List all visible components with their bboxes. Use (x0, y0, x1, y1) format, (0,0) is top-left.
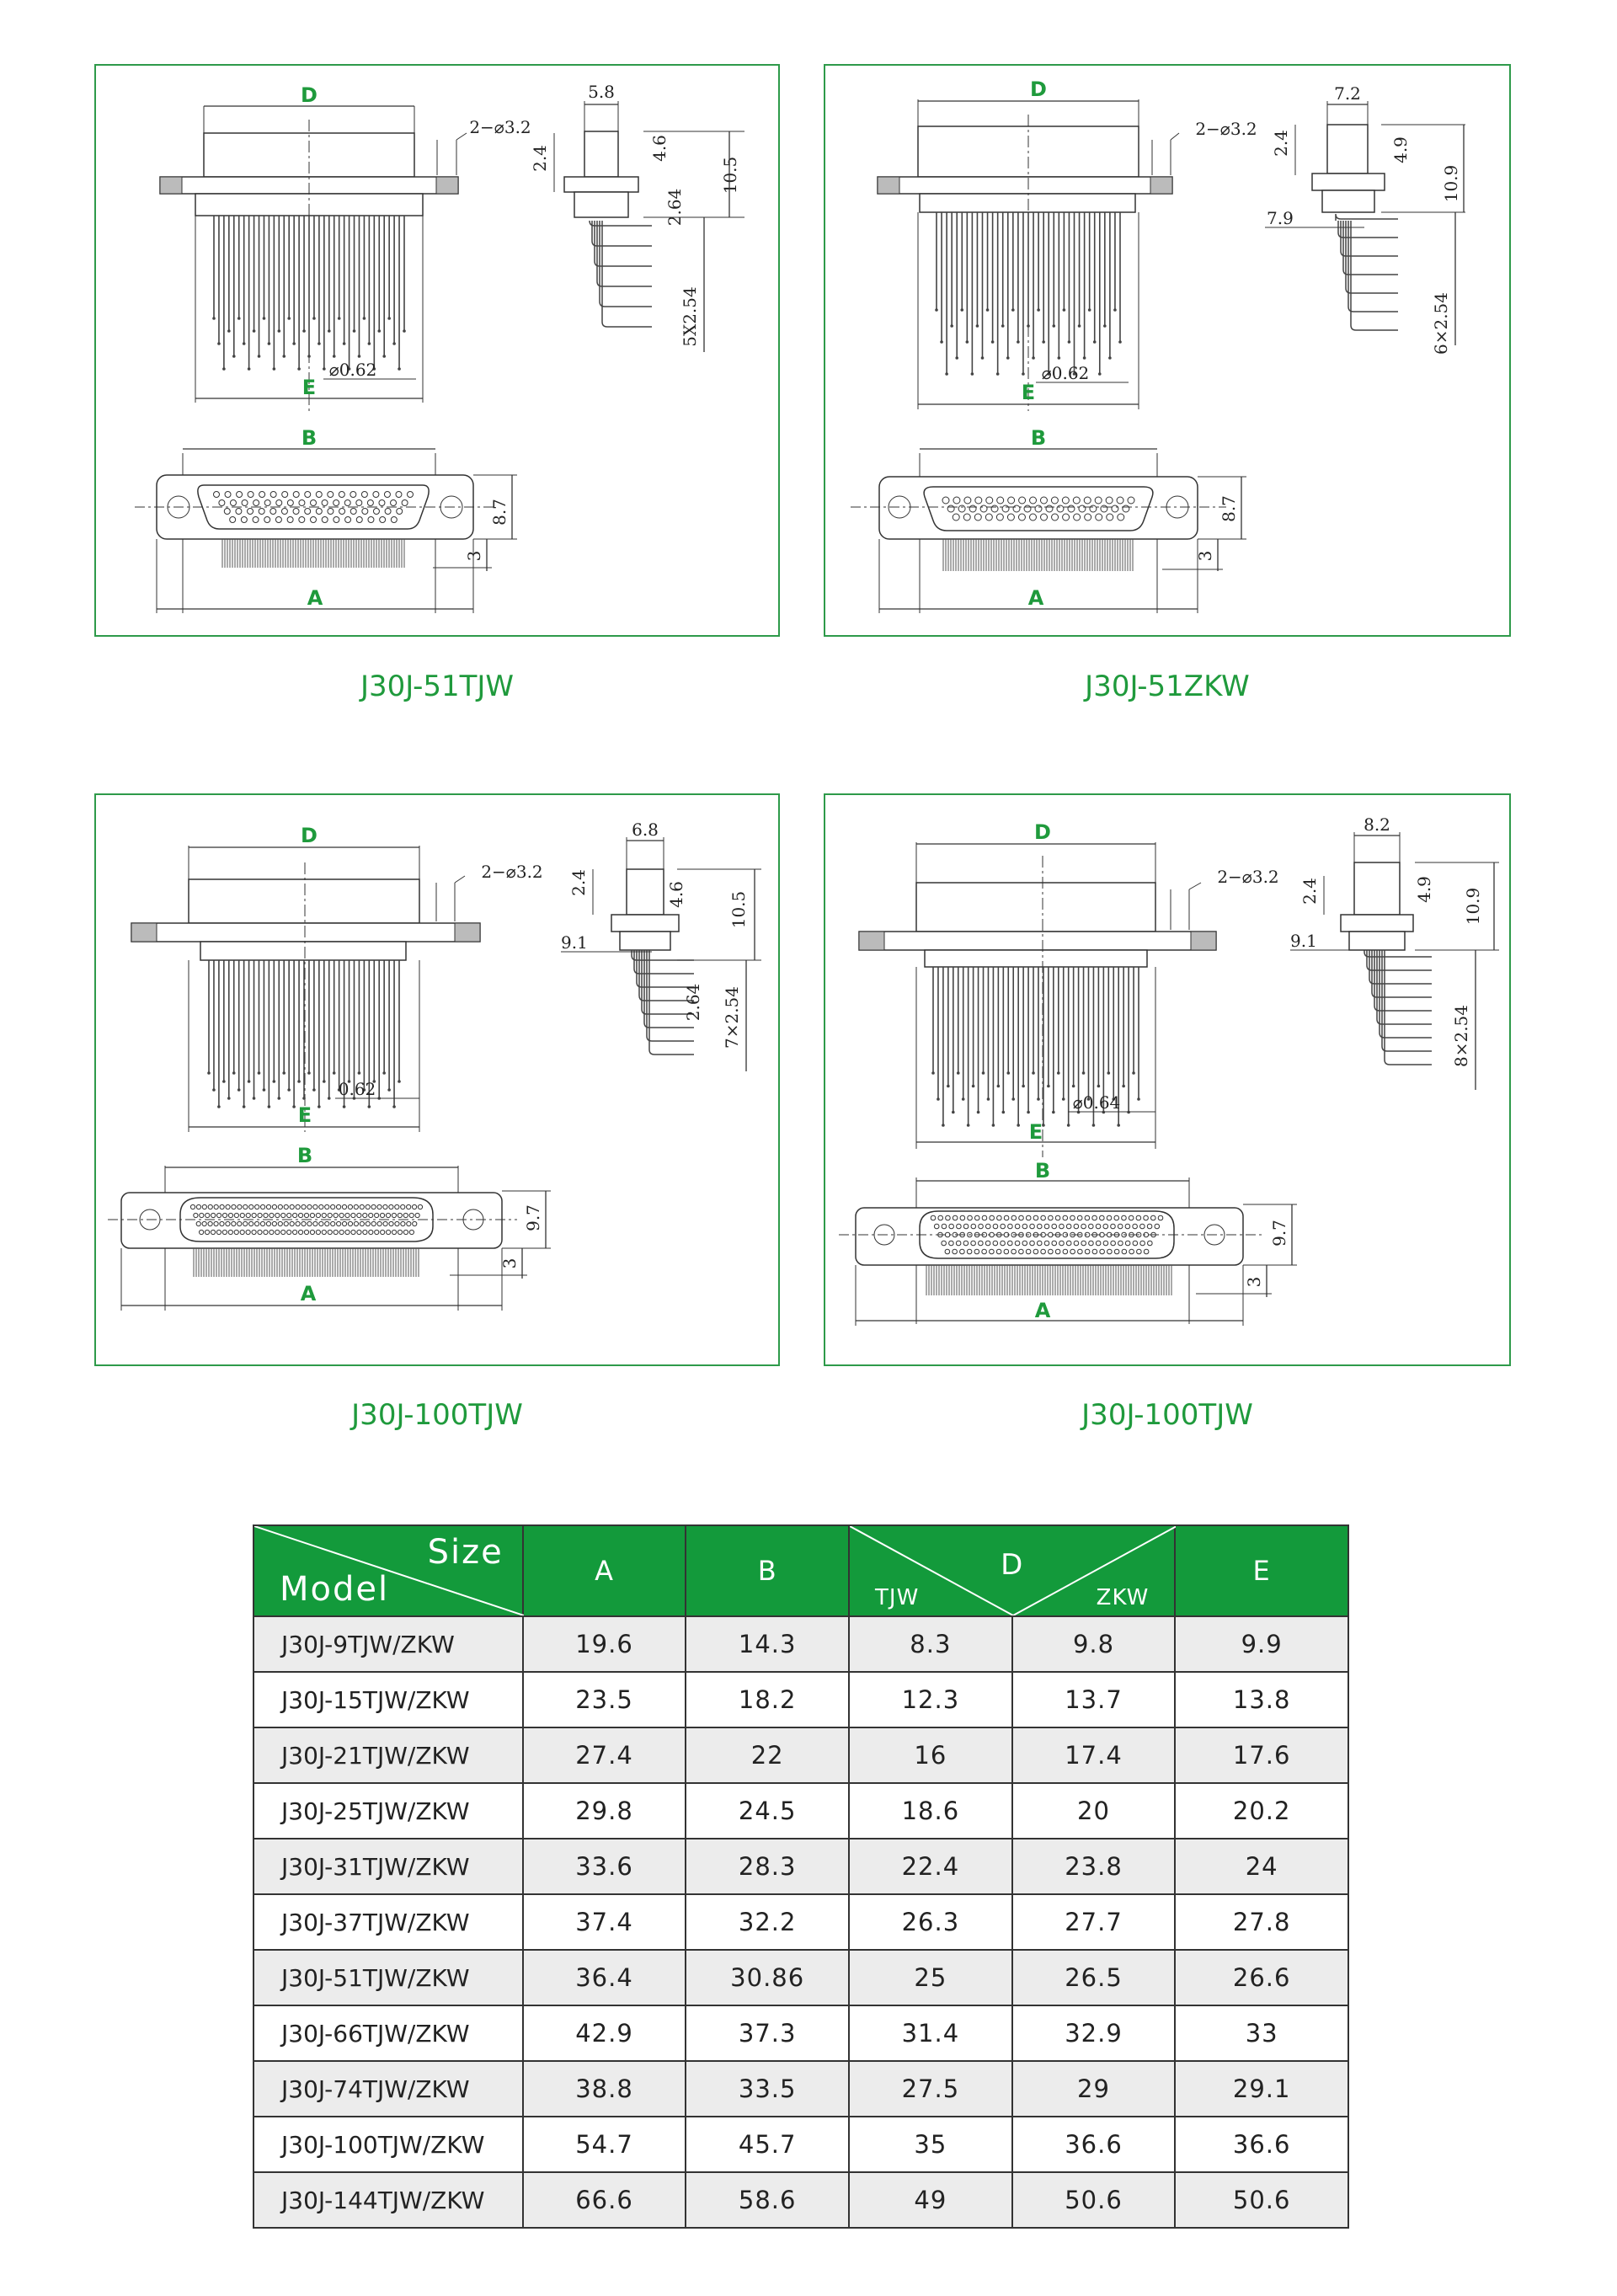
dim-base: 3 (464, 550, 484, 562)
value-cell: 26.5 (1012, 1950, 1176, 2005)
dim-height: 9.7 (1269, 1220, 1289, 1247)
value-cell: 33.5 (686, 2061, 849, 2117)
dim-top1: 2.4 (568, 869, 589, 896)
header-e: E (1175, 1525, 1348, 1616)
dim-mid: 2.64 (664, 188, 685, 227)
label-a: A (307, 586, 323, 610)
value-cell: 18.6 (849, 1783, 1012, 1839)
dim-pin: ⌀0.64 (1072, 1092, 1121, 1113)
header-d (849, 1525, 1175, 1616)
caption-panel-1: J30J-51TJW (360, 670, 515, 703)
value-cell: 17.6 (1175, 1727, 1348, 1783)
value-cell: 33 (1175, 2005, 1348, 2061)
dim-top2: 4.9 (1414, 876, 1434, 903)
dim-pitch: 8×2.54 (1451, 1004, 1471, 1068)
pins-side-profile (1336, 214, 1398, 330)
label-e: E (302, 376, 317, 399)
table-row (253, 1894, 1348, 1950)
value-cell: 50.6 (1175, 2172, 1348, 2228)
value-cell: 35 (849, 2117, 1012, 2172)
value-cell: 36.6 (1012, 2117, 1176, 2172)
dim-total: 10.9 (1441, 164, 1461, 203)
dim-pitch: 6×2.54 (1431, 291, 1451, 355)
value-cell: 54.7 (523, 2117, 686, 2172)
drawing-panel-3 (94, 793, 780, 1366)
value-cell: 13.7 (1012, 1672, 1176, 1727)
header-b: B (686, 1525, 849, 1616)
dim-total: 10.5 (720, 156, 740, 195)
value-cell: 45.7 (686, 2117, 849, 2172)
model-cell: J30J-21TJW/ZKW (253, 1727, 523, 1783)
pins-side-view (212, 216, 406, 371)
value-cell: 24.5 (686, 1783, 849, 1839)
value-cell: 23.8 (1012, 1839, 1176, 1894)
dim-top2: 4.6 (666, 881, 686, 908)
drawing-panel-2 (824, 64, 1511, 637)
model-cell: J30J-74TJW/ZKW (253, 2061, 523, 2117)
value-cell: 26.3 (849, 1894, 1012, 1950)
dim-height: 9.7 (523, 1204, 543, 1231)
dim-top2: 4.6 (649, 135, 670, 162)
label-b: B (1030, 426, 1047, 450)
value-cell: 18.2 (686, 1672, 849, 1727)
table-row (253, 1616, 1348, 1672)
table-header-row (253, 1525, 1348, 1616)
label-b: B (1034, 1159, 1051, 1183)
dim-height: 8.7 (489, 499, 510, 526)
value-cell: 37.3 (686, 2005, 849, 2061)
value-cell: 36.6 (1175, 2117, 1348, 2172)
value-cell: 28.3 (686, 1839, 849, 1894)
dim-holes: 2−⌀3.2 (469, 117, 531, 137)
label-e: E (1021, 381, 1036, 404)
value-cell: 24 (1175, 1839, 1348, 1894)
model-cell: J30J-9TJW/ZKW (253, 1616, 523, 1672)
dim-top1: 2.4 (530, 145, 550, 172)
value-cell: 58.6 (686, 2172, 849, 2228)
table-row (253, 1672, 1348, 1727)
dim-offset: 7.9 (1267, 208, 1294, 228)
value-cell: 22.4 (849, 1839, 1012, 1894)
pins-side-profile (590, 221, 652, 327)
label-d: D (301, 824, 318, 847)
value-cell: 31.4 (849, 2005, 1012, 2061)
value-cell: 49 (849, 2172, 1012, 2228)
value-cell: 26.6 (1175, 1950, 1348, 2005)
value-cell: 25 (849, 1950, 1012, 2005)
header-a: A (523, 1525, 686, 1616)
value-cell: 23.5 (523, 1672, 686, 1727)
model-cell: J30J-25TJW/ZKW (253, 1783, 523, 1839)
label-b: B (296, 1144, 313, 1167)
dim-holes: 2−⌀3.2 (1195, 119, 1257, 139)
model-cell: J30J-100TJW/ZKW (253, 2117, 523, 2172)
dim-total: 10.5 (728, 890, 749, 929)
dim-top1: 2.4 (1271, 130, 1291, 157)
model-cell: J30J-31TJW/ZKW (253, 1839, 523, 1894)
label-e: E (1028, 1120, 1043, 1144)
drawing-100tjw (96, 795, 782, 1368)
dim-pin: 0.62 (338, 1079, 376, 1099)
value-cell: 32.2 (686, 1894, 849, 1950)
dim-offset: 9.1 (561, 932, 588, 953)
dim-top2: 4.9 (1390, 136, 1411, 163)
pins-bottom (943, 539, 1133, 571)
caption-panel-3: J30J-100TJW (351, 1398, 523, 1432)
dim-total: 10.9 (1463, 887, 1483, 926)
dim-width: 5.8 (588, 82, 615, 102)
model-cell: J30J-37TJW/ZKW (253, 1894, 523, 1950)
dim-base: 3 (1195, 550, 1215, 562)
value-cell: 19.6 (523, 1616, 686, 1672)
value-cell: 42.9 (523, 2005, 686, 2061)
dim-pitch: 5X2.54 (680, 286, 700, 347)
value-cell: 33.6 (523, 1839, 686, 1894)
pins-side-profile (1364, 950, 1432, 1065)
value-cell: 27.7 (1012, 1894, 1176, 1950)
pins-bottom (222, 539, 404, 568)
value-cell: 13.8 (1175, 1672, 1348, 1727)
value-cell: 20 (1012, 1783, 1176, 1839)
header-d-label: D (1001, 1548, 1024, 1582)
drawing-100tjw-2 (825, 795, 1513, 1368)
dim-mid: 2.64 (683, 983, 703, 1022)
pins-bottom (926, 1265, 1171, 1295)
label-d: D (301, 83, 318, 107)
dim-width: 7.2 (1334, 83, 1361, 104)
value-cell: 29.1 (1175, 2061, 1348, 2117)
value-cell: 14.3 (686, 1616, 849, 1672)
dim-base: 3 (1244, 1276, 1264, 1288)
value-cell: 27.8 (1175, 1894, 1348, 1950)
value-cell: 17.4 (1012, 1727, 1176, 1783)
dim-pin: ⌀0.62 (1041, 363, 1090, 383)
label-a: A (1027, 586, 1044, 610)
drawing-51tjw (96, 66, 782, 638)
value-cell: 50.6 (1012, 2172, 1176, 2228)
dim-offset: 9.1 (1290, 931, 1317, 951)
drawing-panel-4 (824, 793, 1511, 1366)
value-cell: 27.5 (849, 2061, 1012, 2117)
dim-base: 3 (499, 1257, 520, 1269)
dim-height: 8.7 (1219, 495, 1239, 522)
dim-pitch: 7×2.54 (722, 985, 742, 1049)
table-row (253, 2061, 1348, 2117)
dim-top1: 2.4 (1299, 878, 1320, 905)
value-cell: 29.8 (523, 1783, 686, 1839)
table-row (253, 1950, 1348, 2005)
dim-width: 6.8 (632, 820, 659, 840)
caption-panel-4: J30J-100TJW (1081, 1398, 1253, 1432)
label-d: D (1034, 820, 1051, 844)
header-size-model (253, 1525, 523, 1616)
drawing-51zkw (825, 66, 1513, 638)
value-cell: 8.3 (849, 1616, 1012, 1672)
value-cell: 9.8 (1012, 1616, 1176, 1672)
dim-holes: 2−⌀3.2 (1217, 867, 1279, 887)
value-cell: 38.8 (523, 2061, 686, 2117)
header-size: Size (427, 1533, 504, 1572)
table-row (253, 2172, 1348, 2228)
value-cell: 36.4 (523, 1950, 686, 2005)
model-cell: J30J-66TJW/ZKW (253, 2005, 523, 2061)
value-cell: 20.2 (1175, 1783, 1348, 1839)
table-row (253, 1727, 1348, 1783)
value-cell: 27.4 (523, 1727, 686, 1783)
drawing-panel-1 (94, 64, 780, 637)
model-cell: J30J-144TJW/ZKW (253, 2172, 523, 2228)
table-row (253, 2005, 1348, 2061)
dimension-table (253, 1524, 1349, 2229)
value-cell: 22 (686, 1727, 849, 1783)
value-cell: 37.4 (523, 1894, 686, 1950)
table-row (253, 1783, 1348, 1839)
label-a: A (300, 1282, 317, 1306)
model-cell: J30J-51TJW/ZKW (253, 1950, 523, 2005)
value-cell: 66.6 (523, 2172, 686, 2228)
header-model: Model (280, 1570, 390, 1609)
table-row (253, 2117, 1348, 2172)
label-a: A (1034, 1299, 1051, 1322)
caption-panel-2: J30J-51ZKW (1085, 670, 1250, 703)
pins-bottom (194, 1248, 419, 1277)
label-e: E (297, 1103, 312, 1127)
table-row (253, 1839, 1348, 1894)
header-tjw: TJW (875, 1585, 920, 1610)
value-cell: 32.9 (1012, 2005, 1176, 2061)
value-cell: 9.9 (1175, 1616, 1348, 1672)
dim-width: 8.2 (1364, 814, 1390, 835)
label-d: D (1030, 77, 1047, 101)
header-zkw: ZKW (1096, 1585, 1150, 1610)
value-cell: 16 (849, 1727, 1012, 1783)
dim-holes: 2−⌀3.2 (481, 862, 543, 882)
dim-pin: ⌀0.62 (328, 360, 377, 380)
model-cell: J30J-15TJW/ZKW (253, 1672, 523, 1727)
value-cell: 12.3 (849, 1672, 1012, 1727)
label-b: B (301, 426, 318, 450)
value-cell: 29 (1012, 2061, 1176, 2117)
value-cell: 30.86 (686, 1950, 849, 2005)
